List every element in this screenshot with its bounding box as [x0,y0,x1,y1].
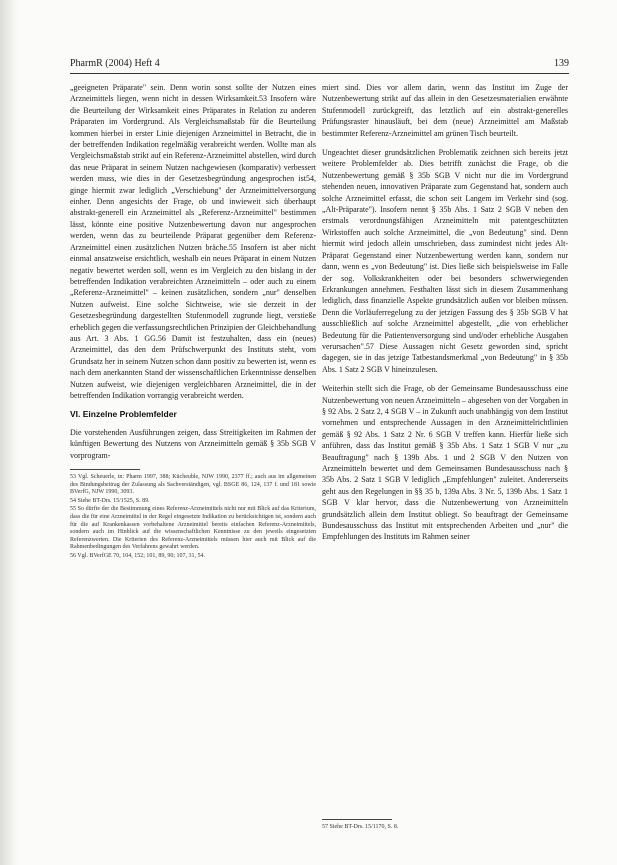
running-head [70,58,569,72]
page-number: 139 [554,58,569,69]
footnote-rule [322,819,392,820]
body-paragraph: „geeigneten Präparate" sein. Denn worin sonst sollte der Nutzen eines Arzneimittels liegen, wenn nicht in dessen Wirksamkeit.53 Insofern wäre die Beurteilung der Wirksamkeit eines Präparates in Relation zu anderen Präparaten im Vordergrund. Als Vergleichsmaßstab für die Beurteilung kommen hierbei in erster Linie diejenigen Arzneimittel in Betracht, die in der betreffenden Indikation regelmäßig verabreicht werden. Wollte man als Vergleichsmaßstab strikt auf ein Referenz-Arzneimittel abstellen, wird durch das neue Präparat in seinem Nutzen nachgewiesen (komparativ) verbessert werden muss, wie dies in der Gesetzesbegründung angesprochen ist54, ginge hiermit zwar lediglich „Verschiebung" der Arzneimittelversorgung einher. Denn angesichts der Frage, ob und inwieweit sich überhaupt abstrakt-generell ein Arzneimittel als „Referenz-Arzneimittel" bestimmen lässt, könnte eine positive Nutzenbewertung davon nur angesprochen werden, wenn das zu beurteilende Präparat gegenüber dem Referenz-Arzneimittel einen zusätzlichen Nutzen bräche.55 Insofern ist aber nicht einmal ansatzweise ersichtlich, weshalb ein neues Präparat in einem Nutzen negativ bewertet werden soll, wenn es im Vergleich zu den bislang in der betreffenden Indikation verabreichten Arzneimitteln – oder auch zu einem „Referenz-Arzneimittel" – keinen zusätzlichen, sondern „nur" denselben Nutzen aufweist. Eine solche Sichtweise, wie sie derzeit in der Gesetzesbegründung dargestellten Stufenmodell zugrunde liegt, verstieße erheblich gegen die verfassungsrechtlichen Prinzipien der Gleichbehandlung aus Art. 3 Abs. 1 GG.56 Damit ist festzuhalten, dass ein (neues) Arzneimittel, das den dem Prüfschwerpunkt des Instituts steht, vom Grundsatz her in seinem Nutzen schon dann positiv zu bewerten ist, wenn es nach dem anerkannten Stand der wissenschaftlichen Erkenntnisse denselben Nutzen aufweist, wie diejenigen vergleichbaren Arzneimittel, die in der betreffenden Indikation vorrangig verabreicht werden. [70,83,316,400]
footnotes [70,474,316,561]
body-paragraph: Weiterhin stellt sich die Frage, ob der Gemeinsame Bundesausschuss eine Nutzenbewertung von neuen Arzneimitteln – abgesehen von der Vorgaben in § 92 Abs. 2 Satz 2, 4 SGB V – in Zukunft auch unabhängig von dem Institut vornehmen und entsprechende Aussagen in den Arzneimittelrichtlinien gemäß § 92 Abs. 1 Satz 2 Nr. 6 SGB V treffen kann. Hierfür ließe sich anführen, dass das Institut gemäß § 35b Abs. 1 Satz 1 SGB V nur „zu Beauftragung" nach § 139b Abs. 1 und 2 SGB V den Nutzen von Arzneimitteln bewertet und dem Gemeinsamen Bundesausschuss nach § 35b Abs. 2 Satz 1 SGB V lediglich „Empfehlungen" zuleitet. Andererseits geht aus den Regelungen in §§ 35 b, 139a Abs. 3 Nr. 5, 139b Abs. 1 Satz 1 SGB V klar hervor, dass die Nutzenbewertung von Arzneimitteln grundsätzlich allein dem Institut obliegt. So beauftragt der Gemeinsame Bundesausschuss das Institut mit entsprechenden Arbeiten und „nur" die Empfehlungen des Instituts im Rahmen seiner [322,384,568,542]
footnote: 55 So dürfte der die Bestimmung eines Referenz-Arzneimittels nicht nur mit Blick auf das Kriterium, dass die für eine Arzneimittel in der Regel eingesetzte Indikation zu berücksichtigen ist, sondern auch für die auf Krankenkassen vorbehaltene Arzneimittel bereits einfachen Referenz-Arzneimittels, sondern auch im Hinblick auf die wissenschaftlichen Kenntnisse zu den jeweils eingesetzten Referenzwerten. Die Kriterien des Referenz-Arzneimittels müssen hier auch mit Blick auf die Rahmenbedingungen des Verfahrens gewahrt werden. [70,506,316,551]
section-heading: VI. Einzelne Problemfelder [70,409,177,420]
footnote: 53 Vgl. Scheuerle, in: Pharm 1997, 388; Kücheuble, NJW 1990, 2377 ff.; auch aus im allgemeinen des Bindungsbeitrag der Zulassung als Sachverständigen, vgl. BSGE 86, 124, 137 f. und 181 sowie BVerfG, NJW 1990, 3093. [70,474,316,496]
right-column [322,82,568,551]
header-rule [70,73,569,74]
right-footnote-block [322,813,568,832]
footnote: 57 Siehe BT-Drs. 15/1170, S. 8. [322,824,399,830]
body-paragraph: Die vorstehenden Ausführungen zeigen, dass Streitigkeiten im Rahmen der künftigen Bewertung des Nutzens von Arzneimitteln gemäß § 35b SGB V vorprogram- [70,427,316,460]
footnote: 56 Vgl. BVerfGE 70, 104, 152; 101, 89, 90; 107, 31, 54. [70,552,206,559]
footnote-rule [70,469,140,470]
footnote: 54 Siehe BT-Drs. 15/1525, S. 89. [70,497,150,504]
body-paragraph: miert sind. Dies vor allem darin, wenn das Institut im Zuge der Nutzenbewertung strikt auf das allein in den Gesetzesmaterialien erwähnte Stufenmodell zurückgreift, das letztlich auf ein abstrakt-generelles Prüfungsraster hinausläuft, bei dem (neue) Arzneimittel am Maßstab bestimmter Referenz-Arzneimittel am grünen Tisch beurteilt. [322,83,568,138]
page-edge-shadow [0,0,18,865]
left-column [70,82,316,562]
journal-citation: PharmR (2004) Heft 4 [70,58,160,69]
body-paragraph: Ungeachtet dieser grundsätzlichen Problematik zeichnen sich bereits jetzt weitere Problemfelder ab. Dies betrifft zunächst die Frage, ob die Nutzenbewertung gemäß § 35b SGB V nicht nur die im Vordergrund stehenden neuen, innovativen Präparate zum Gegenstand hat, sondern auch solche Arzneimittel erfasst, die schon seit Langem im Verkehr sind (sog. „Alt-Präparate"). Insofern nennt § 35b Abs. 1 Satz 2 SGB V neben den erstmals verordnungsfähigen Arzneimitteln mit patentgeschützten Wirkstoffen auch solche Arzneimittel, die „von Bedeutung" sind. Denn hiermit wird jedoch allein umschrieben, dass zumindest nicht jedes Alt-Präparat Gegenstand einer Nutzenbewertung werden kann, sondern nur dann, wenn es „von Bedeutung" ist. Dies ließe sich beispielsweise im Falle der sog. Volkskrankheiten oder bei besonders schwerwiegenden Erkrankungen annehmen. Festhalten lässt sich in diesem Zusammenhang lediglich, dass finanzielle Aspekte grundsätzlich außen vor bleiben müssen. Denn die Vorläuferregelung zu der jetzigen Fassung des § 35b SGB V hat ausschließlich auf solche Arzneimittel abgestellt, „die von erheblicher Bedeutung für die Patientenversorgung sind und/oder erhebliche Ausgaben verursachen".57 Diese Aussagen nicht Gesetz geworden sind, spricht dagegen, sie in das jetzige Tatbestandsmerkmal „von Bedeutung" in § 35b Abs. 1 Satz 2 SGB V hineinzulesen. [322,148,568,374]
